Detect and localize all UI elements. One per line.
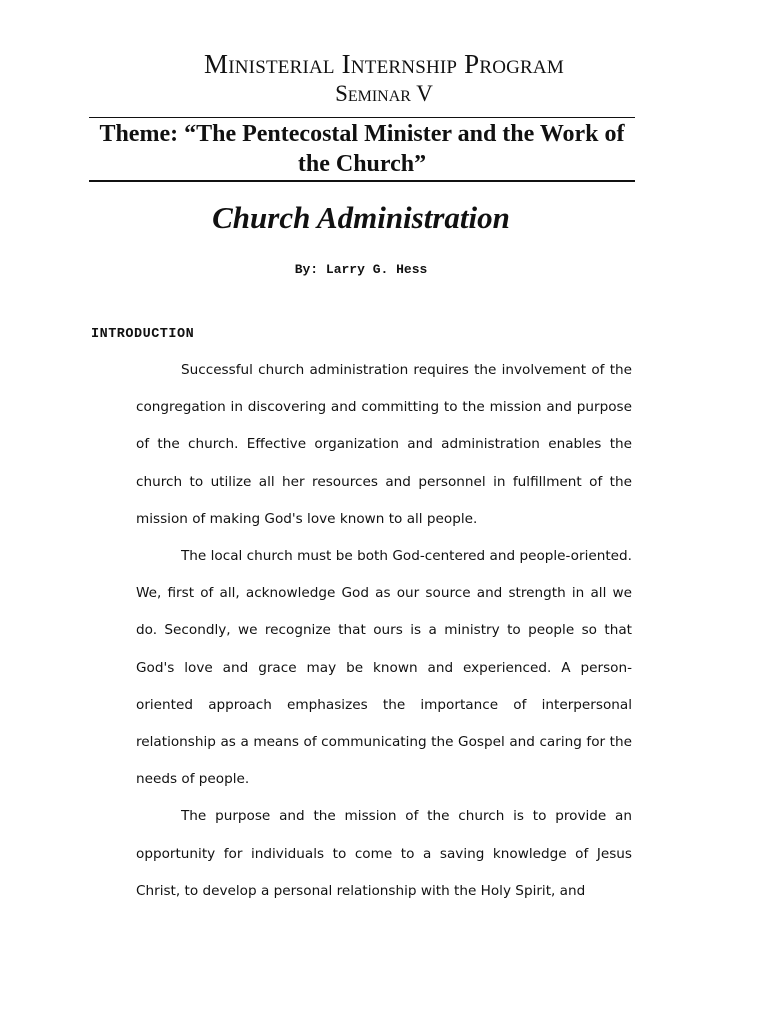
- bottom-divider: [89, 180, 635, 182]
- seminar-label: Seminar V: [335, 81, 433, 106]
- author-byline: By: Larry G. Hess: [294, 262, 428, 277]
- theme-heading: Theme: “The Pentecostal Minister and the Work of the Church”: [99, 121, 625, 177]
- section-heading: INTRODUCTION: [91, 327, 195, 342]
- top-divider: [89, 117, 635, 118]
- paragraph: The local church must be both God-centered and people-oriented. We, first of all, acknowledge God as our source and strength in all we do. Secondly, we recognize that ours is a ministry to people so that God's love and grace may be known and experienced. A person-oriented approach emphasizes the importance of interpersonal relationship as a means of communicating the Gospel and caring for the needs of people.: [136, 548, 632, 788]
- paragraph: Successful church administration requires the involvement of the congregation in discovering and committing to the mission and purpose of the church. Effective organization and administration enables the church to utilize all her resources and personnel in fulfillment of the mission of making God's love known to all people.: [136, 362, 632, 527]
- body-text: [136, 352, 632, 910]
- paragraph: The purpose and the mission of the church is to provide an opportunity for individuals to come to a saving knowledge of Jesus Christ, to develop a personal relationship with the Holy Spirit, and: [136, 808, 632, 899]
- program-title: Ministerial Internship Program: [204, 49, 564, 79]
- document-title: Church Administration: [212, 200, 510, 235]
